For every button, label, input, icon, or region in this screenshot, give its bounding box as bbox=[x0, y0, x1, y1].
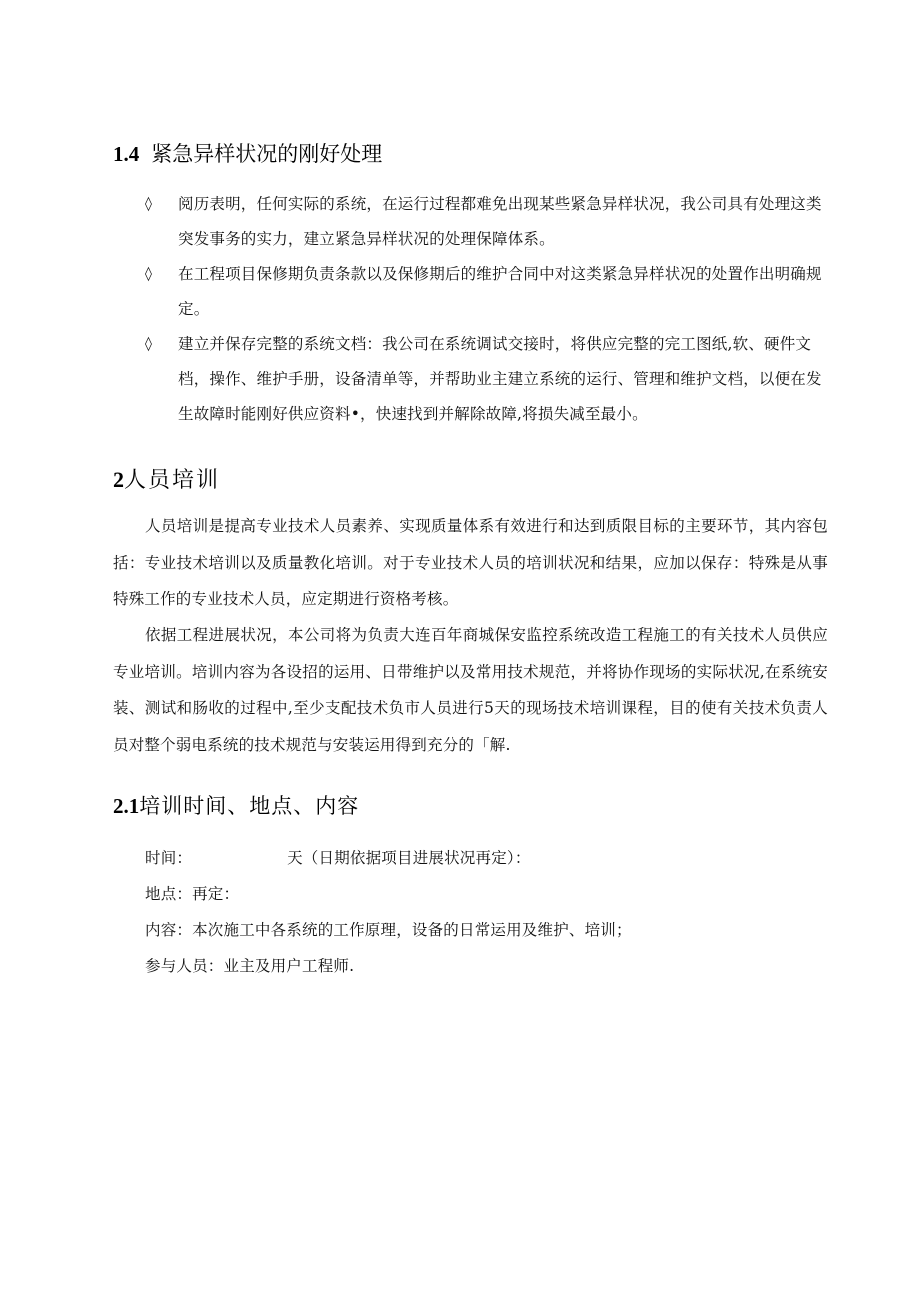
section-number: 2.1 bbox=[113, 794, 140, 818]
content-row: 内容：本次施工中各系统的工作原理，设备的日常运用及维护、培训； bbox=[145, 921, 632, 939]
section-heading-2-1 bbox=[113, 790, 359, 820]
bullet-text: 阅历表明，任何实际的系统，在运行过程都难免出现某些紧急异样状况，我公司具有处理这类突发事务的实力，建立紧急异样状况的处理保障体系。 bbox=[178, 195, 822, 248]
time-value: 天（日期依据项目进展状况再定）： bbox=[287, 849, 531, 867]
bullet-item bbox=[113, 327, 828, 432]
time-row bbox=[145, 840, 632, 876]
place-row: 地点：再定： bbox=[145, 885, 240, 903]
time-label: 时间： bbox=[145, 849, 193, 867]
bullet-list bbox=[113, 187, 828, 432]
diamond-bullet-icon: ◊ bbox=[145, 336, 153, 352]
participants-row: 参与人员：业主及用户工程师. bbox=[145, 957, 355, 975]
bullet-text: 建立并保存完整的系统文档：我公司在系统调试交接时，将供应完整的完工图纸,软、硬件文档，操作、维护手册，设备清单等，并帮助业主建立系统的运行、管理和维护文档，以便在发生故障时能刚好供应资料•，快速找到并解除故障,将损失减至最小。 bbox=[178, 335, 822, 423]
section-number: 2 bbox=[113, 467, 124, 492]
bullet-text: 在工程项目保修期负责条款以及保修期后的维护合同中对这类紧急异样状况的处置作出明确规定。 bbox=[178, 265, 822, 318]
section-heading-2 bbox=[113, 463, 220, 494]
training-info bbox=[145, 840, 632, 984]
bullet-item bbox=[113, 187, 828, 257]
section-title: 人员培训 bbox=[124, 468, 221, 493]
diamond-bullet-icon: ◊ bbox=[145, 266, 153, 282]
bullet-item bbox=[113, 257, 828, 327]
body-paragraph: 人员培训是提高专业技术人员素养、实现质量体系有效进行和达到质限目标的主要环节，其内容包括：专业技术培训以及质量教化培训。对于专业技术人员的培训状况和结果，应加以保存：特殊是从事特殊工作的专业技术人员，应定期进行资格考核。 bbox=[113, 517, 828, 608]
section-number: 1.4 bbox=[113, 142, 140, 166]
body-paragraph: 依据工程进展状况，本公司将为负责大连百年商城保安监控系统改造工程施工的有关技术人员供应专业培训。培训内容为各设招的运用、日带维护以及常用技术规范，并将协作现场的实际状况,在系统安装、测试和肠收的过程中,至少支配技术负市人员进行5天的现场技术培训课程，目的使有关技术负责人员对整个弱电系统的技术规范与安装运用得到充分的「解. bbox=[113, 626, 828, 754]
section-heading-1-4 bbox=[113, 138, 382, 168]
diamond-bullet-icon: ◊ bbox=[145, 196, 153, 212]
section-title: 紧急异样状况的刚好处理 bbox=[151, 142, 383, 166]
section-title: 培训时间、地点、内容 bbox=[139, 794, 360, 818]
